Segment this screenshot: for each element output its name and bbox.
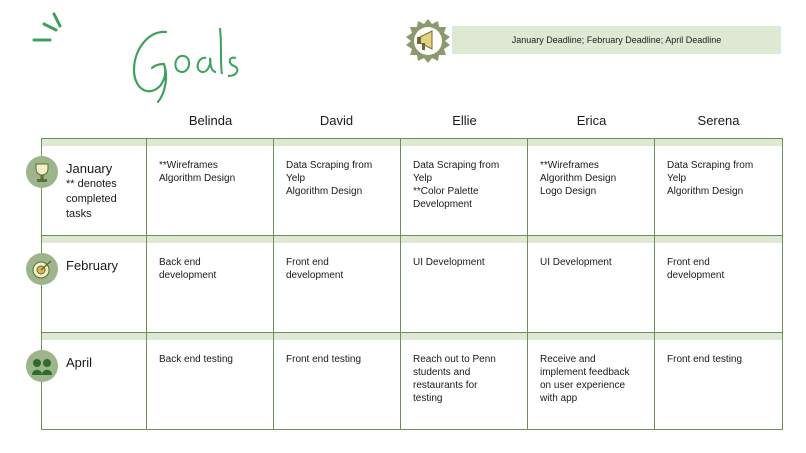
task-cell <box>528 333 655 430</box>
row-band <box>655 333 782 340</box>
megaphone-seal-icon <box>405 18 451 64</box>
row-band <box>42 139 146 146</box>
task-cell <box>655 139 783 236</box>
month-cell <box>42 333 147 430</box>
month-cell <box>42 139 147 236</box>
row-band <box>274 139 400 146</box>
row-band <box>147 236 273 243</box>
task-line: implement feedback <box>540 367 630 378</box>
row-band <box>147 139 273 146</box>
month-label <box>66 355 92 370</box>
task-line: development <box>667 270 725 281</box>
task-list <box>401 243 527 269</box>
task-line: **Wireframes <box>159 160 218 171</box>
row-band <box>401 333 527 340</box>
task-list <box>528 340 654 405</box>
task-cell <box>401 333 528 430</box>
task-cell <box>147 139 274 236</box>
task-line: **Color Palette <box>413 186 479 197</box>
row-band <box>274 236 400 243</box>
task-line: Receive and <box>540 354 596 365</box>
table-row <box>42 333 783 430</box>
task-list <box>274 340 400 366</box>
task-line: Algorithm Design <box>159 173 236 184</box>
column-header: Belinda <box>188 113 233 128</box>
task-cell <box>401 139 528 236</box>
task-cell <box>655 333 783 430</box>
task-list <box>401 340 527 405</box>
task-line: Front end testing <box>667 354 743 365</box>
task-line: on user experience <box>540 380 626 391</box>
task-line: Algorithm Design <box>540 173 617 184</box>
task-line: Back end <box>159 257 201 268</box>
task-list <box>147 243 273 282</box>
team-icon <box>25 349 59 383</box>
table-row <box>42 139 783 236</box>
task-line: UI Development <box>413 257 485 268</box>
task-line: Front end <box>286 257 329 268</box>
month-note: ** denotes <box>66 178 117 190</box>
task-cell <box>528 236 655 333</box>
task-list <box>147 340 273 366</box>
month-cell <box>42 236 147 333</box>
month-name: April <box>66 355 93 370</box>
task-line: Data Scraping from <box>667 160 754 171</box>
task-line: Logo Design <box>540 186 597 197</box>
task-line: Front end <box>667 257 710 268</box>
column-header: Ellie <box>452 113 477 128</box>
task-list <box>401 146 527 211</box>
task-line: testing <box>413 393 443 404</box>
task-line: Development <box>413 199 472 210</box>
burst-lines-icon <box>30 10 70 50</box>
month-label <box>66 258 118 273</box>
row-band <box>274 333 400 340</box>
task-line: Data Scraping from <box>286 160 373 171</box>
month-name: January <box>66 161 113 176</box>
task-cell <box>401 236 528 333</box>
target-icon <box>25 252 59 286</box>
row-band <box>655 139 782 146</box>
month-note: completed <box>66 193 117 205</box>
task-list <box>528 243 654 269</box>
task-line: restaurants for <box>413 380 478 391</box>
task-cell <box>147 236 274 333</box>
month-label <box>66 161 117 221</box>
column-header: Erica <box>576 113 607 128</box>
task-cell <box>274 139 401 236</box>
task-line: **Wireframes <box>540 160 599 171</box>
task-line: Algorithm Design <box>286 186 363 197</box>
task-line: development <box>159 270 217 281</box>
task-cell <box>528 139 655 236</box>
row-band <box>42 236 146 243</box>
month-note: tasks <box>66 208 92 220</box>
task-line: students and <box>413 367 471 378</box>
task-list <box>528 146 654 198</box>
row-band <box>42 333 146 340</box>
task-list <box>655 146 782 198</box>
row-band <box>401 139 527 146</box>
task-list <box>274 146 400 198</box>
goals-table <box>41 138 783 430</box>
task-cell <box>655 236 783 333</box>
task-cell <box>147 333 274 430</box>
task-list <box>655 243 782 282</box>
task-line: Yelp <box>667 173 687 184</box>
task-line: Data Scraping from <box>413 160 500 171</box>
row-band <box>528 236 654 243</box>
task-line: with app <box>540 393 578 404</box>
month-name: February <box>66 258 119 273</box>
task-line: Yelp <box>286 173 306 184</box>
task-line: Front end testing <box>286 354 362 365</box>
task-line: UI Development <box>540 257 612 268</box>
task-line: development <box>286 270 344 281</box>
task-line: Back end testing <box>159 354 233 365</box>
task-list <box>147 146 273 185</box>
task-list <box>274 243 400 282</box>
task-line: Algorithm Design <box>667 186 744 197</box>
row-band <box>528 139 654 146</box>
task-cell <box>274 236 401 333</box>
row-band <box>655 236 782 243</box>
column-header: Serena <box>697 113 740 128</box>
task-list <box>655 340 782 366</box>
row-band <box>147 333 273 340</box>
page-title <box>128 18 248 108</box>
deadline-banner: January Deadline; February Deadline; April Deadline <box>452 26 781 54</box>
task-cell <box>274 333 401 430</box>
task-line: Reach out to Penn <box>413 354 496 365</box>
row-band <box>528 333 654 340</box>
table-row <box>42 236 783 333</box>
column-header: David <box>319 113 354 128</box>
trophy-icon <box>25 155 59 189</box>
task-line: Yelp <box>413 173 433 184</box>
row-band <box>401 236 527 243</box>
